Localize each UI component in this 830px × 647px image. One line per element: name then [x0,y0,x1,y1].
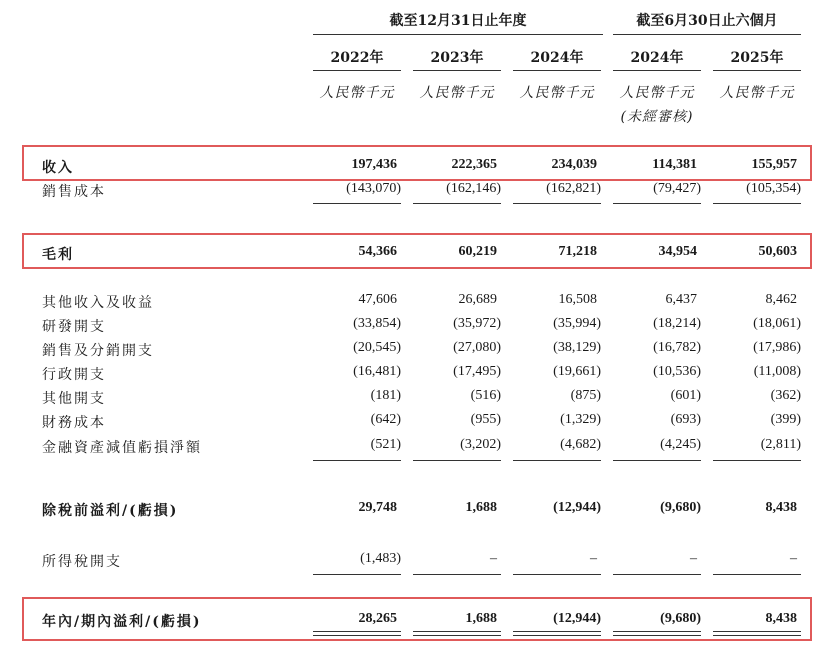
row-label-profit-before-tax: 除稅前溢利/(虧損) [42,503,179,519]
total-double-rule [413,631,501,636]
cell-pbt-2024: (12,944) [553,500,601,515]
row-label-gross-profit: 毛利 [42,247,74,263]
cell-impair-2022: (521) [370,437,401,452]
cell-rnd-2025h1: (18,061) [753,316,801,331]
row-label-revenue: 收入 [42,160,74,176]
cell-admin-2022: (16,481) [353,364,401,379]
cell-other-exp-2024h1: (601) [670,388,701,403]
cell-rnd-2023: (35,972) [453,316,501,331]
cell-net-2024h1: (9,680) [660,611,701,626]
cell-gross-2023: 60,219 [458,244,497,259]
subtotal-rule [413,460,501,461]
year-header-5: 2025年 [730,50,784,66]
cell-tax-2025h1: – [790,551,797,566]
cell-revenue-2024: 234,039 [551,157,597,172]
year-rule-1 [313,70,401,71]
total-double-rule [313,631,401,636]
cell-net-2022: 28,265 [358,611,397,626]
subtotal-rule [713,203,801,204]
subtotal-rule [613,574,701,575]
cell-other-income-2024h1: 6,437 [665,292,697,307]
row-label-selling: 銷售及分銷開支 [42,343,154,359]
cell-admin-2024: (19,661) [553,364,601,379]
header-group-six-months: 截至6月30日止六個月 [636,13,778,29]
cell-admin-2025h1: (11,008) [753,364,801,379]
cell-net-2025h1: 8,438 [765,611,797,626]
cell-selling-2023: (27,080) [453,340,501,355]
year-rule-4 [613,70,701,71]
cell-other-income-2025h1: 8,462 [765,292,797,307]
row-label-other-income: 其他收入及收益 [42,295,154,311]
cell-other-exp-2024: (875) [570,388,601,403]
unit-header-1: 人民幣千元 [319,85,395,101]
unit-header-5: 人民幣千元 [719,85,795,101]
cell-impair-2024h1: (4,245) [660,437,701,452]
cell-revenue-2025h1: 155,957 [751,157,797,172]
unit-header-2: 人民幣千元 [419,85,495,101]
cell-admin-2023: (17,495) [453,364,501,379]
cell-other-income-2022: 47,606 [358,292,397,307]
year-header-4: 2024年 [630,50,684,66]
subtotal-rule [313,203,401,204]
row-label-impairment: 金融資產減值虧損淨額 [42,440,202,456]
cell-selling-2022: (20,545) [353,340,401,355]
cell-pbt-2024h1: (9,680) [660,500,701,515]
cell-pbt-2022: 29,748 [358,500,397,515]
subtotal-rule [613,460,701,461]
cell-selling-2025h1: (17,986) [753,340,801,355]
cell-pbt-2025h1: 8,438 [765,500,797,515]
total-double-rule [713,631,801,636]
cell-cost-2023: (162,146) [446,181,501,196]
row-label-admin: 行政開支 [42,367,106,383]
unit-header-4: 人民幣千元 [619,85,695,101]
row-label-rnd: 研發開支 [42,319,106,335]
cell-gross-2022: 54,366 [358,244,397,259]
year-header-3: 2024年 [530,50,584,66]
cell-impair-2025h1: (2,811) [760,437,801,452]
cell-impair-2023: (3,202) [460,437,501,452]
total-double-rule [513,631,601,636]
cell-tax-2023: – [490,551,497,566]
cell-tax-2024: – [590,551,597,566]
subtotal-rule [413,574,501,575]
cell-pbt-2023: 1,688 [465,500,497,515]
row-label-income-tax: 所得稅開支 [42,554,122,570]
cell-other-income-2023: 26,689 [458,292,497,307]
cell-tax-2022: (1,483) [360,551,401,566]
cell-net-2024: (12,944) [553,611,601,626]
subtotal-rule [713,460,801,461]
cell-cost-2025h1: (105,354) [746,181,801,196]
cell-selling-2024h1: (16,782) [653,340,701,355]
year-rule-3 [513,70,601,71]
cell-other-exp-2022: (181) [370,388,401,403]
header-group-full-year: 截至12月31日止年度 [389,13,527,29]
total-double-rule [613,631,701,636]
row-label-net-profit: 年內/期內溢利/(虧損) [42,614,202,630]
cell-cost-2024: (162,821) [546,181,601,196]
year-header-1: 2022年 [330,50,384,66]
cell-finance-2024: (1,329) [560,412,601,427]
cell-revenue-2024h1: 114,381 [652,157,697,172]
subtotal-rule [513,574,601,575]
subtotal-rule [713,574,801,575]
cell-cost-2024h1: (79,427) [653,181,701,196]
cell-other-exp-2025h1: (362) [770,388,801,403]
cell-tax-2024h1: – [690,551,697,566]
cell-cost-2022: (143,070) [346,181,401,196]
subtotal-rule [513,203,601,204]
cell-impair-2024: (4,682) [560,437,601,452]
cell-selling-2024: (38,129) [553,340,601,355]
subtotal-rule [513,460,601,461]
cell-net-2023: 1,688 [465,611,497,626]
year-rule-2 [413,70,501,71]
header-group-six-months-rule [613,34,801,35]
unaudited-note: (未經審核) [620,109,694,125]
subtotal-rule [613,203,701,204]
row-label-cost-of-sales: 銷售成本 [42,184,106,200]
row-label-finance-costs: 財務成本 [42,415,106,431]
cell-finance-2022: (642) [370,412,401,427]
cell-rnd-2024h1: (18,214) [653,316,701,331]
unit-header-3: 人民幣千元 [519,85,595,101]
cell-finance-2023: (955) [470,412,501,427]
cell-gross-2024h1: 34,954 [658,244,697,259]
cell-finance-2025h1: (399) [770,412,801,427]
header-group-full-year-rule [313,34,603,35]
year-header-2: 2023年 [430,50,484,66]
cell-rnd-2024: (35,994) [553,316,601,331]
cell-gross-2025h1: 50,603 [758,244,797,259]
subtotal-rule [313,460,401,461]
year-rule-5 [713,70,801,71]
cell-revenue-2023: 222,365 [451,157,497,172]
subtotal-rule [313,574,401,575]
row-label-other-expenses: 其他開支 [42,391,106,407]
cell-other-income-2024: 16,508 [558,292,597,307]
subtotal-rule [413,203,501,204]
cell-gross-2024: 71,218 [558,244,597,259]
cell-finance-2024h1: (693) [670,412,701,427]
cell-rnd-2022: (33,854) [353,316,401,331]
cell-revenue-2022: 197,436 [351,157,397,172]
cell-admin-2024h1: (10,536) [653,364,701,379]
cell-other-exp-2023: (516) [470,388,501,403]
